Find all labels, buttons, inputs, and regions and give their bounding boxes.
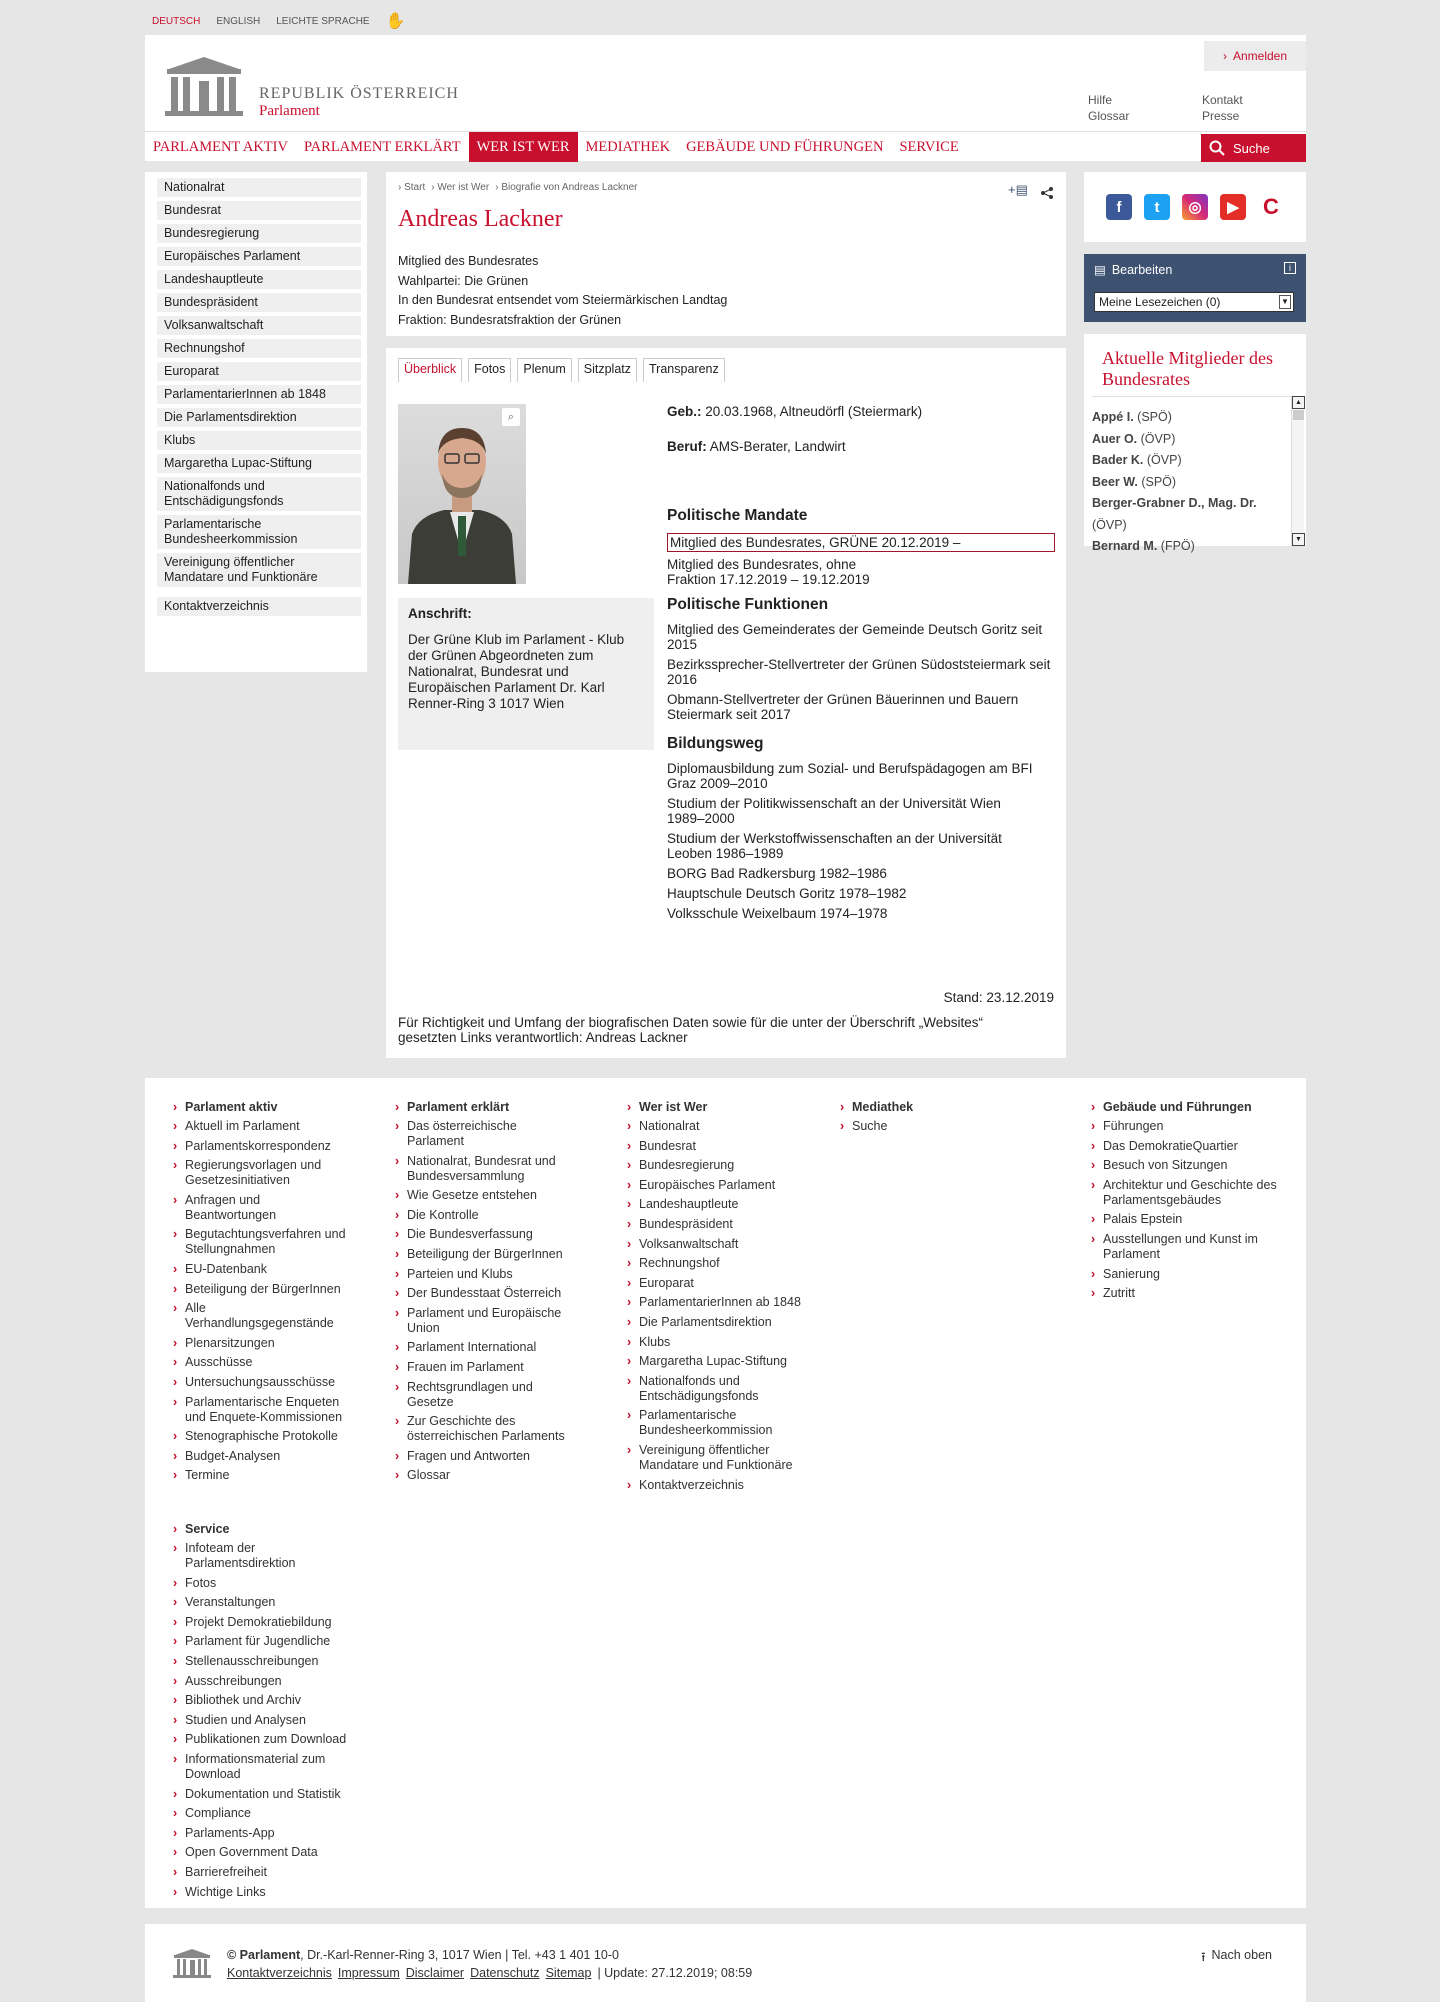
footer-column xyxy=(1091,1100,1281,1306)
footer-heading[interactable]: › Mediathek xyxy=(840,1100,1020,1114)
contact-directory-link[interactable]: Kontaktverzeichnis xyxy=(227,1966,332,1980)
footer-link[interactable]: › Rechtsgrundlagen und Gesetze xyxy=(395,1380,575,1410)
contact-link[interactable]: Kontakt xyxy=(1202,93,1243,107)
footer-link[interactable]: › Parlamentskorrespondenz xyxy=(173,1139,353,1154)
bildung-entry: Studium der Werkstoffwissenschaften an der Universität Leoben 1986–1989 xyxy=(667,831,1002,861)
arrow-up-icon: ⭱ xyxy=(1201,1950,1206,1964)
footer-link[interactable]: › Aktuell im Parlament xyxy=(173,1119,353,1134)
intro-line: Fraktion: Bundesratsfraktion der Grünen xyxy=(398,312,622,327)
footer-link[interactable]: › Parlamentarische Enqueten und Enquete-Kommissionen xyxy=(173,1395,353,1425)
sidebar-item[interactable]: Kontaktverzeichnis xyxy=(157,597,361,616)
footer-link[interactable]: › Informationsmaterial zum Download xyxy=(173,1752,353,1782)
footer-link[interactable]: › ParlamentarierInnen ab 1848 xyxy=(627,1295,807,1310)
bildung-entry: Volksschule Weixelbaum 1974–1978 xyxy=(667,906,888,921)
twitter-icon[interactable]: t xyxy=(1144,194,1170,220)
nav-parlament-aktiv[interactable]: PARLAMENT AKTIV xyxy=(153,138,288,155)
profile-intro xyxy=(398,252,727,330)
sidebar-item[interactable]: Die Parlamentsdirektion xyxy=(157,408,361,427)
members-scrollbar[interactable] xyxy=(1291,396,1304,546)
mandate-entry: Mitglied des Bundesrates, GRÜNE 20.12.2019 – xyxy=(667,533,1055,552)
last-updated: Stand: 23.12.2019 xyxy=(943,990,1054,1005)
nav-parlament-erklaert[interactable]: PARLAMENT ERKLÄRT xyxy=(303,138,461,155)
funktionen-heading: Politische Funktionen xyxy=(667,596,829,613)
parliament-logo-icon[interactable] xyxy=(159,55,249,117)
footer-link[interactable]: › Veranstaltungen xyxy=(173,1595,353,1610)
footer-link[interactable]: › Palais Epstein xyxy=(1091,1212,1281,1227)
footer-link[interactable]: › Margaretha Lupac-Stiftung xyxy=(627,1354,807,1369)
footer-link[interactable]: › Bibliothek und Archiv xyxy=(173,1693,353,1708)
sidebar-item[interactable]: Klubs xyxy=(157,431,361,450)
imprint-link[interactable]: Impressum xyxy=(337,1966,400,1980)
youtube-icon[interactable]: ▶ xyxy=(1220,194,1246,220)
footer-column xyxy=(840,1100,1020,1139)
glossary-link[interactable]: Glossar xyxy=(1088,109,1130,123)
sidebar-item[interactable]: Landeshauptleute xyxy=(157,270,361,289)
footer-link[interactable]: › Besuch von Sitzungen xyxy=(1091,1158,1281,1173)
footer-link[interactable]: › Barrierefreiheit xyxy=(173,1865,353,1880)
page-title: Andreas Lackner xyxy=(398,206,563,232)
bottom-bar xyxy=(145,1924,1306,2002)
sidebar-item[interactable]: Volksanwaltschaft xyxy=(157,316,361,335)
footer-link[interactable]: › Landeshauptleute xyxy=(627,1197,807,1212)
footer-link[interactable]: › Parlament International xyxy=(395,1340,575,1355)
footer-link[interactable]: › Untersuchungsausschüsse xyxy=(173,1375,353,1390)
footer-link[interactable]: › Wichtige Links xyxy=(173,1885,353,1900)
members-list xyxy=(1092,396,1292,553)
scroll-thumb[interactable] xyxy=(1293,410,1304,420)
footer-heading[interactable]: › Parlament aktiv xyxy=(173,1100,353,1114)
social-links xyxy=(1084,172,1306,242)
lang-leichte-sprache[interactable]: LEICHTE SPRACHE xyxy=(276,15,370,27)
footer-link[interactable]: › Nationalfonds und Entschädigungsfonds xyxy=(627,1374,807,1404)
footer-link[interactable]: › Bundesregierung xyxy=(627,1158,807,1173)
footer-link[interactable]: › Compliance xyxy=(173,1806,353,1821)
mandate-entry: Mitglied des Bundesrates, ohne Fraktion 17.12.2019 – 19.12.2019 xyxy=(667,557,870,587)
members-title: Aktuelle Mitglieder des Bundesrates xyxy=(1102,348,1273,389)
footer-heading[interactable]: › Service xyxy=(173,1522,353,1536)
footer-link[interactable]: › Die Parlamentsdirektion xyxy=(627,1315,807,1330)
disclaimer-link[interactable]: Disclaimer xyxy=(405,1966,465,1980)
footer-link[interactable]: › Regierungsvorlagen und Gesetzesinitiativen xyxy=(173,1158,353,1188)
tab-plenum[interactable]: Plenum xyxy=(517,358,571,382)
flickr-c-icon[interactable]: C xyxy=(1258,194,1284,220)
bildung-entry: Hauptschule Deutsch Goritz 1978–1982 xyxy=(667,886,907,901)
privacy-link[interactable]: Datenschutz xyxy=(470,1966,540,1980)
footer-link[interactable]: › Frauen im Parlament xyxy=(395,1360,575,1375)
sign-language-icon[interactable]: ✋ xyxy=(385,13,406,30)
footer-heading[interactable]: › Gebäude und Führungen xyxy=(1091,1100,1281,1114)
help-link[interactable]: Hilfe xyxy=(1088,93,1113,107)
bookmark-icon: ▤ xyxy=(1094,263,1106,277)
member-item[interactable]: Auer O. (ÖVP) xyxy=(1092,431,1176,446)
footer-link[interactable]: › Parlamentarische Bundesheerkommission xyxy=(627,1408,807,1438)
footer-link[interactable]: › Dokumentation und Statistik xyxy=(173,1787,353,1802)
intro-line: Mitglied des Bundesrates xyxy=(398,254,539,268)
sidebar xyxy=(145,172,367,672)
footer-link[interactable]: › Vereinigung öffentlicher Mandatare und Funktionäre xyxy=(627,1443,807,1473)
footer-link[interactable]: › Projekt Demokratiebildung xyxy=(173,1615,353,1630)
footer-link[interactable]: › Beteiligung der BürgerInnen xyxy=(173,1282,353,1297)
footer-link[interactable]: › Zutritt xyxy=(1091,1286,1281,1301)
footer-heading[interactable]: › Parlament erklärt xyxy=(395,1100,575,1114)
bookmark-add-icon[interactable]: +▤ xyxy=(1008,182,1028,197)
scroll-down-icon[interactable]: ▼ xyxy=(1292,533,1305,546)
bildung-heading: Bildungsweg xyxy=(667,735,764,752)
footer-link[interactable]: › Parlament für Jugendliche xyxy=(173,1634,353,1649)
nav-mediathek[interactable]: MEDIATHEK xyxy=(585,138,671,155)
nav-service[interactable]: SERVICE xyxy=(899,138,959,155)
search-button[interactable]: Suche xyxy=(1201,134,1306,162)
sidebar-item[interactable]: Bundesrat xyxy=(157,201,361,220)
sidebar-item[interactable]: Margaretha Lupac-Stiftung xyxy=(157,454,361,473)
funktion-entry: Mitglied des Gemeinderates der Gemeinde Deutsch Goritz seit 2015 xyxy=(667,622,1043,652)
language-bar xyxy=(152,12,406,30)
breadcrumb-wer-ist-wer[interactable]: › Wer ist Wer xyxy=(431,182,490,193)
footer-link[interactable]: › Bundesrat xyxy=(627,1139,807,1154)
back-to-top-link[interactable]: ⭱ Nach oben xyxy=(1201,1948,1272,1969)
member-item[interactable]: Appé I. (SPÖ) xyxy=(1092,410,1172,424)
member-item[interactable]: Bader K. (ÖVP) xyxy=(1092,453,1182,467)
address-label: Anschrift: xyxy=(408,606,472,621)
sitemap-link[interactable]: Sitemap xyxy=(545,1966,592,1980)
footer-link[interactable]: › Beteiligung der BürgerInnen xyxy=(395,1247,575,1262)
parliament-small-logo-icon[interactable] xyxy=(171,1948,213,1978)
sidebar-item[interactable]: Bundesregierung xyxy=(157,224,361,243)
tab-fotos[interactable]: Fotos xyxy=(468,358,511,382)
members-panel xyxy=(1084,334,1306,553)
chevron-right-icon: › xyxy=(1222,49,1227,63)
footer-link[interactable]: › Studien und Analysen xyxy=(173,1713,353,1728)
zoom-icon[interactable]: ⌕ xyxy=(502,408,520,426)
sidebar-item[interactable]: Europäisches Parlament xyxy=(157,247,361,266)
address-text: Der Grüne Klub im Parlament - Klub der Grünen Abgeordneten zum Nationalrat, Bundesrat und Europäischen Parlament Dr. Karl Renner-Ring 3 1017 Wien xyxy=(408,632,625,711)
footer-link[interactable]: › Termine xyxy=(173,1468,353,1483)
footer-link[interactable]: › Anfragen und Beantwortungen xyxy=(173,1193,353,1223)
footer-link[interactable]: › Open Government Data xyxy=(173,1845,353,1860)
footer-link[interactable]: › Ausschreibungen xyxy=(173,1674,353,1689)
site-header xyxy=(145,35,1306,131)
member-item[interactable]: Bernard M. (FPÖ) xyxy=(1092,539,1195,553)
facebook-icon[interactable]: f xyxy=(1106,194,1132,220)
main-nav xyxy=(145,131,1306,161)
chevron-down-icon: ▼ xyxy=(1279,295,1291,309)
sidebar-item[interactable]: Bundespräsident xyxy=(157,293,361,312)
footer-link[interactable]: › Publikationen zum Download xyxy=(173,1732,353,1747)
nav-gebaeude[interactable]: GEBÄUDE UND FÜHRUNGEN xyxy=(686,138,884,155)
footer-link[interactable]: › Stellenausschreibungen xyxy=(173,1654,353,1669)
footer-link[interactable]: › Ausstellungen und Kunst im Parlament xyxy=(1091,1232,1281,1262)
breadcrumb-start[interactable]: › Start xyxy=(398,182,426,193)
tab-transparenz[interactable]: Transparenz xyxy=(643,358,725,382)
profile-tabs xyxy=(398,358,725,382)
footer-link[interactable]: › Der Bundesstaat Österreich xyxy=(395,1286,575,1301)
footer-link[interactable]: › Infoteam der Parlamentsdirektion xyxy=(173,1541,353,1571)
legal-links xyxy=(227,1966,752,1980)
footer-column xyxy=(627,1100,807,1497)
footer-link[interactable]: › Plenarsitzungen xyxy=(173,1336,353,1351)
footer-link[interactable]: › Volksanwaltschaft xyxy=(627,1237,807,1252)
footer-link[interactable]: › Zur Geschichte des österreichischen Parlaments xyxy=(395,1414,575,1444)
bildung-entry: Studium der Politikwissenschaft an der Universität Wien 1989–2000 xyxy=(667,796,1001,826)
footer-link[interactable]: › Rechnungshof xyxy=(627,1256,807,1271)
update-info: | Update: 27.12.2019; 08:59 xyxy=(597,1966,753,1980)
footer-link[interactable]: › Ausschüsse xyxy=(173,1355,353,1370)
bookmark-panel xyxy=(1084,254,1306,322)
footer-link[interactable]: › Nationalrat, Bundesrat und Bundesversammlung xyxy=(395,1154,575,1184)
footer-column xyxy=(173,1100,353,1488)
scroll-up-icon[interactable]: ▲ xyxy=(1292,396,1305,409)
sidebar-item[interactable]: Rechnungshof xyxy=(157,339,361,358)
sidebar-item[interactable]: Parlamentarische Bundesheerkommission xyxy=(157,515,361,549)
logo-subtitle: Parlament xyxy=(259,103,320,119)
footer-link[interactable]: › Stenographische Protokolle xyxy=(173,1429,353,1444)
sidebar-item[interactable]: Vereinigung öffentlicher Mandatare und Funktionäre xyxy=(157,553,361,587)
footer-link[interactable]: › Budget-Analysen xyxy=(173,1449,353,1464)
breadcrumb-current: › Biografie von Andreas Lackner xyxy=(495,182,638,193)
funktion-entry: Bezirkssprecher-Stellvertreter der Grünen Südoststeiermark seit 2016 xyxy=(667,657,1051,687)
footer-link[interactable]: › Kontaktverzeichnis xyxy=(627,1478,807,1493)
profile-header xyxy=(386,172,1066,336)
tab-sitzplatz[interactable]: Sitzplatz xyxy=(578,358,637,382)
mandate-heading: Politische Mandate xyxy=(667,507,808,524)
info-icon[interactable]: i xyxy=(1284,262,1296,274)
footer-link[interactable]: › Europäisches Parlament xyxy=(627,1178,807,1193)
footer-link[interactable]: › Klubs xyxy=(627,1335,807,1350)
logo-title: REPUBLIK ÖSTERREICH xyxy=(259,85,459,102)
sidebar-item[interactable]: Europarat xyxy=(157,362,361,381)
footer-link[interactable]: › Fragen und Antworten xyxy=(395,1449,575,1464)
footer-link[interactable]: › Das DemokratieQuartier xyxy=(1091,1139,1281,1154)
footer-link[interactable]: › Die Bundesverfassung xyxy=(395,1227,575,1242)
footer-link[interactable]: › Fotos xyxy=(173,1576,353,1591)
share-icon[interactable] xyxy=(1040,186,1054,200)
footer-column xyxy=(395,1100,575,1488)
press-link[interactable]: Presse xyxy=(1202,109,1240,123)
responsibility-note: Für Richtigkeit und Umfang der biografischen Daten sowie für die unter der Überschrift „Websites“ gesetzten Links verantwortlich: Andreas Lackner xyxy=(398,1015,984,1045)
login-button[interactable]: › Anmelden xyxy=(1204,41,1306,71)
bildung-entry: Diplomausbildung zum Sozial- und Berufspädagogen am BFI Graz 2009–2010 xyxy=(667,761,1033,791)
search-icon xyxy=(1209,140,1225,156)
portrait-image xyxy=(398,404,526,584)
bookmark-panel-title: Bearbeiten xyxy=(1111,262,1173,277)
site-footer xyxy=(145,1078,1306,1908)
copyright-line: © Parlament, Dr.-Karl-Renner-Ring 3, 1017 Wien | Tel. +43 1 401 10-0 xyxy=(227,1948,619,1962)
profession-info: Beruf: AMS-Berater, Landwirt xyxy=(667,439,846,454)
footer-link[interactable]: › Wie Gesetze entstehen xyxy=(395,1188,575,1203)
funktion-entry: Obmann-Stellvertreter der Grünen Bäuerinnen und Bauern Steiermark seit 2017 xyxy=(667,692,1019,722)
footer-link[interactable]: › EU-Datenbank xyxy=(173,1262,353,1277)
member-item[interactable]: Berger-Grabner D., Mag. Dr. (ÖVP) xyxy=(1092,496,1257,532)
sidebar-item[interactable]: ParlamentarierInnen ab 1848 xyxy=(157,385,361,404)
birth-info: Geb.: 20.03.1968, Altneudörfl (Steiermark) xyxy=(667,404,923,419)
address-box xyxy=(398,598,654,750)
profile-body xyxy=(386,348,1066,1058)
footer-link[interactable]: › Glossar xyxy=(395,1468,575,1483)
footer-link[interactable]: › Nationalrat xyxy=(627,1119,807,1134)
sidebar-item[interactable]: Nationalrat xyxy=(157,178,361,197)
footer-link[interactable]: › Führungen xyxy=(1091,1119,1281,1134)
footer-link[interactable]: › Alle Verhandlungsgegenstände xyxy=(173,1301,353,1331)
breadcrumb xyxy=(398,182,638,193)
footer-link[interactable]: › Europarat xyxy=(627,1276,807,1291)
footer-column xyxy=(173,1522,353,1904)
footer-heading[interactable]: › Wer ist Wer xyxy=(627,1100,807,1114)
tab-ueberblick[interactable]: Überblick xyxy=(398,358,462,382)
footer-link[interactable]: › Sanierung xyxy=(1091,1267,1281,1282)
footer-link[interactable]: › Begutachtungsverfahren und Stellungnahmen xyxy=(173,1227,353,1257)
lang-english[interactable]: ENGLISH xyxy=(216,15,261,27)
footer-link[interactable]: › Bundespräsident xyxy=(627,1217,807,1232)
footer-link[interactable]: › Parteien und Klubs xyxy=(395,1267,575,1282)
intro-line: In den Bundesrat entsendet vom Steiermärkischen Landtag xyxy=(398,293,728,307)
footer-link[interactable]: › Parlaments-App xyxy=(173,1826,353,1841)
member-item[interactable]: Beer W. (SPÖ) xyxy=(1092,474,1177,489)
instagram-icon[interactable]: ◎ xyxy=(1182,194,1208,220)
lang-deutsch[interactable]: DEUTSCH xyxy=(152,15,201,27)
bookmarks-select[interactable]: Meine Lesezeichen (0) ▼ xyxy=(1094,292,1294,312)
intro-line: Wahlpartei: Die Grünen xyxy=(398,273,529,288)
sidebar-item[interactable]: Nationalfonds und Entschädigungsfonds xyxy=(157,477,361,511)
footer-link[interactable]: › Die Kontrolle xyxy=(395,1208,575,1223)
footer-link[interactable]: › Architektur und Geschichte des Parlamentsgebäudes xyxy=(1091,1178,1281,1208)
portrait-photo[interactable] xyxy=(398,404,526,584)
footer-link[interactable]: › Parlament und Europäische Union xyxy=(395,1306,575,1336)
nav-wer-ist-wer[interactable]: WER IST WER xyxy=(469,132,578,162)
bio-section xyxy=(667,404,1057,926)
footer-link[interactable]: › Das österreichische Parlament xyxy=(395,1119,575,1149)
bildung-entry: BORG Bad Radkersburg 1982–1986 xyxy=(667,866,887,881)
footer-link[interactable]: › Suche xyxy=(840,1119,1020,1134)
